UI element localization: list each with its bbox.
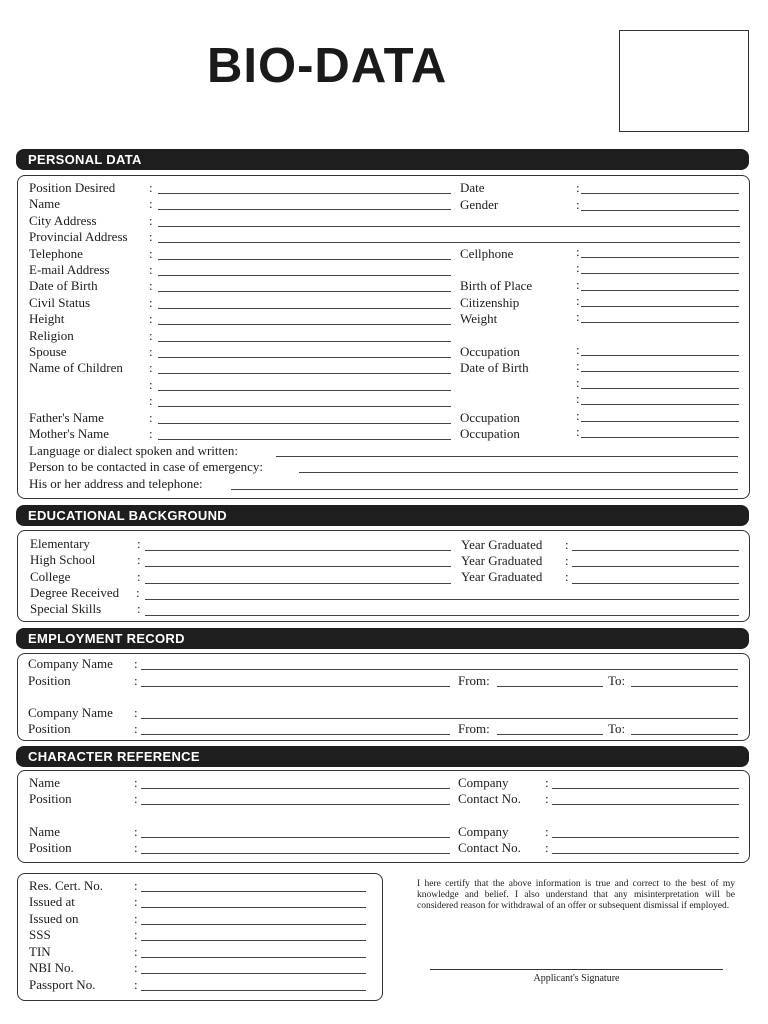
colon: :: [149, 328, 153, 343]
colon: :: [545, 824, 549, 839]
label-tin: TIN: [29, 944, 51, 959]
label-passport-no: Passport No.: [29, 977, 96, 992]
label-language: Language or dialect spoken and written:: [29, 443, 239, 458]
colon: :: [576, 293, 580, 308]
label-father-occupation: Occupation: [460, 410, 520, 425]
colon: :: [134, 911, 138, 926]
colon: :: [134, 944, 138, 959]
colon: :: [149, 393, 153, 408]
field-reference-contact-2[interactable]: [552, 853, 739, 854]
colon: :: [134, 673, 138, 688]
field-degree-received[interactable]: [145, 599, 739, 600]
colon: :: [149, 344, 153, 359]
colon: :: [134, 894, 138, 909]
field-year-graduated-college[interactable]: [572, 583, 739, 584]
colon: :: [134, 878, 138, 893]
colon: :: [576, 309, 580, 324]
label-year-graduated-high-school: Year Graduated: [461, 553, 543, 568]
colon: :: [134, 721, 138, 736]
label-emergency-address: His or her address and telephone:: [29, 476, 203, 491]
label-year-graduated-college: Year Graduated: [461, 569, 543, 584]
colon: :: [134, 960, 138, 975]
label-cellphone: Cellphone: [460, 246, 514, 261]
field-from-2[interactable]: [497, 734, 603, 735]
field-company-name-2[interactable]: [141, 718, 738, 719]
signature-line[interactable]: [430, 969, 723, 970]
field-child-birth-1[interactable]: [581, 371, 739, 372]
field-date-of-birth[interactable]: [158, 291, 451, 292]
colon: :: [137, 552, 141, 567]
field-telephone[interactable]: [158, 259, 451, 260]
colon: :: [149, 278, 153, 293]
section-header-personal-data: PERSONAL DATA: [16, 149, 749, 170]
section-header-educational-background: EDUCATIONAL BACKGROUND: [16, 505, 749, 526]
label-reference-company-1: Company: [458, 775, 509, 790]
label-issued-on: Issued on: [29, 911, 79, 926]
field-tin[interactable]: [141, 957, 366, 958]
label-reference-contact-2: Contact No.: [458, 840, 521, 855]
field-gender[interactable]: [581, 210, 739, 211]
field-nbi-no[interactable]: [141, 973, 366, 974]
field-mother-occupation[interactable]: [581, 437, 739, 438]
field-child-3[interactable]: [158, 406, 451, 407]
colon: :: [565, 569, 569, 584]
colon: :: [545, 775, 549, 790]
label-reference-name-2: Name: [29, 824, 61, 839]
field-language[interactable]: [276, 456, 738, 457]
field-reference-company-2[interactable]: [552, 837, 739, 838]
field-emergency-address[interactable]: [231, 489, 738, 490]
field-fathers-name[interactable]: [158, 423, 451, 424]
signature-label: Applicant's Signature: [533, 973, 620, 984]
field-citizenship[interactable]: [581, 306, 739, 307]
field-birth-place[interactable]: [581, 290, 739, 291]
field-religion[interactable]: [158, 341, 451, 342]
colon: :: [134, 705, 138, 720]
field-spouse-occupation[interactable]: [581, 355, 739, 356]
label-reference-name-1: Name: [29, 775, 61, 790]
colon: :: [149, 410, 153, 425]
colon: :: [137, 536, 141, 551]
colon: :: [149, 196, 153, 211]
section-header-employment-record: EMPLOYMENT RECORD: [16, 628, 749, 649]
colon: :: [576, 342, 580, 357]
label-provincial-address: Provincial Address: [29, 229, 128, 244]
label-sss: SSS: [29, 927, 51, 942]
field-sss[interactable]: [141, 940, 366, 941]
label-to-1: To:: [608, 673, 626, 688]
field-child-birth-2[interactable]: [581, 388, 739, 389]
colon: :: [545, 840, 549, 855]
colon: :: [576, 424, 580, 439]
photo-box: [619, 30, 749, 132]
field-cellphone-1[interactable]: [581, 257, 739, 258]
label-mother-occupation: Occupation: [460, 426, 520, 441]
label-children-date-of-birth: Date of Birth: [460, 360, 529, 375]
colon: :: [149, 262, 153, 277]
label-year-graduated-elementary: Year Graduated: [461, 537, 543, 552]
colon: :: [149, 311, 153, 326]
label-degree-received: Degree Received: [30, 585, 120, 600]
colon: :: [149, 229, 153, 244]
label-nbi-no: NBI No.: [29, 960, 74, 975]
label-spouse: Spouse: [29, 344, 67, 359]
field-year-graduated-high-school[interactable]: [572, 566, 739, 567]
field-to-1[interactable]: [631, 686, 738, 687]
label-date: Date: [460, 180, 485, 195]
label-company-name-2: Company Name: [28, 705, 113, 720]
label-name: Name: [29, 196, 61, 211]
field-res-cert-no[interactable]: [141, 891, 366, 892]
colon: :: [565, 537, 569, 552]
label-res-cert-no: Res. Cert. No.: [29, 878, 104, 893]
field-spouse[interactable]: [158, 357, 451, 358]
label-college: College: [30, 569, 71, 584]
label-reference-contact-1: Contact No.: [458, 791, 521, 806]
education-frame: [17, 530, 750, 622]
colon: :: [576, 408, 580, 423]
field-position-2[interactable]: [141, 734, 450, 735]
label-religion: Religion: [29, 328, 74, 343]
field-reference-name-2[interactable]: [141, 837, 450, 838]
label-reference-position-2: Position: [29, 840, 72, 855]
colon: :: [134, 977, 138, 992]
field-reference-company-1[interactable]: [552, 788, 739, 789]
certification-statement: I here certify that the above information is true and correct to the best of my knowledge and belief. I also understand that any misinterpretation will be considered reason for withdrawal of an offer or subsequent dismissal if employed.: [417, 879, 735, 911]
colon: :: [565, 553, 569, 568]
colon: :: [149, 360, 153, 375]
field-date[interactable]: [581, 193, 739, 194]
label-position-desired: Position Desired: [29, 180, 116, 195]
field-provincial-address[interactable]: [158, 242, 740, 243]
colon: :: [134, 824, 138, 839]
page-title: BIO-DATA: [207, 39, 448, 93]
label-emergency-contact: Person to be contacted in case of emergency:: [29, 459, 264, 474]
colon: :: [149, 213, 153, 228]
field-from-1[interactable]: [497, 686, 603, 687]
colon: :: [134, 775, 138, 790]
label-special-skills: Special Skills: [30, 601, 102, 616]
field-height[interactable]: [158, 324, 451, 325]
label-civil-status: Civil Status: [29, 295, 91, 310]
colon: :: [576, 391, 580, 406]
field-reference-contact-1[interactable]: [552, 804, 739, 805]
field-year-graduated-elementary[interactable]: [572, 550, 739, 551]
field-father-occupation[interactable]: [581, 421, 739, 422]
label-mothers-name: Mother's Name: [29, 426, 109, 441]
colon: :: [149, 426, 153, 441]
field-college[interactable]: [145, 583, 451, 584]
field-issued-on[interactable]: [141, 924, 366, 925]
colon: :: [134, 927, 138, 942]
field-reference-position-2[interactable]: [141, 853, 450, 854]
field-cellphone-2[interactable]: [581, 273, 739, 274]
label-gender: Gender: [460, 197, 499, 212]
colon: :: [134, 656, 138, 671]
colon: :: [134, 840, 138, 855]
field-emergency-contact[interactable]: [299, 472, 738, 473]
field-reference-position-1[interactable]: [141, 804, 450, 805]
label-reference-position-1: Position: [29, 791, 72, 806]
reference-frame: [17, 770, 750, 863]
field-high-school[interactable]: [145, 566, 451, 567]
label-to-2: To:: [608, 721, 626, 736]
field-elementary[interactable]: [145, 550, 451, 551]
colon: :: [576, 260, 580, 275]
field-child-1[interactable]: [158, 373, 451, 374]
label-reference-company-2: Company: [458, 824, 509, 839]
field-passport-no[interactable]: [141, 990, 366, 991]
label-spouse-occupation: Occupation: [460, 344, 520, 359]
colon: :: [149, 295, 153, 310]
field-special-skills[interactable]: [145, 615, 739, 616]
colon: :: [136, 585, 140, 600]
label-email: E-mail Address: [29, 262, 110, 277]
colon: :: [137, 601, 141, 616]
field-civil-status[interactable]: [158, 308, 451, 309]
label-elementary: Elementary: [30, 536, 90, 551]
colon: :: [576, 180, 580, 195]
section-header-character-reference: CHARACTER REFERENCE: [16, 746, 749, 767]
colon: :: [576, 277, 580, 292]
colon: :: [149, 180, 153, 195]
label-from-1: From:: [458, 673, 490, 688]
colon: :: [545, 791, 549, 806]
field-child-2[interactable]: [158, 390, 451, 391]
field-to-2[interactable]: [631, 734, 738, 735]
label-fathers-name: Father's Name: [29, 410, 104, 425]
field-position-desired[interactable]: [158, 193, 451, 194]
label-name-of-children: Name of Children: [29, 360, 123, 375]
field-child-birth-3[interactable]: [581, 404, 739, 405]
label-birth-place: Birth of Place: [460, 278, 533, 293]
field-company-name-1[interactable]: [141, 669, 738, 670]
label-issued-at: Issued at: [29, 894, 75, 909]
label-high-school: High School: [30, 552, 96, 567]
label-citizenship: Citizenship: [460, 295, 520, 310]
label-weight: Weight: [460, 311, 498, 326]
label-position-2: Position: [28, 721, 71, 736]
colon: :: [134, 791, 138, 806]
field-issued-at[interactable]: [141, 907, 366, 908]
label-height: Height: [29, 311, 65, 326]
label-position-1: Position: [28, 673, 71, 688]
field-city-address[interactable]: [158, 226, 740, 227]
label-telephone: Telephone: [29, 246, 83, 261]
field-weight[interactable]: [581, 322, 739, 323]
colon: :: [149, 246, 153, 261]
field-mothers-name[interactable]: [158, 439, 451, 440]
colon: :: [576, 197, 580, 212]
employment-frame: [17, 653, 750, 741]
label-date-of-birth: Date of Birth: [29, 278, 98, 293]
field-reference-name-1[interactable]: [141, 788, 450, 789]
field-email[interactable]: [158, 275, 451, 276]
label-from-2: From:: [458, 721, 490, 736]
field-position-1[interactable]: [141, 686, 450, 687]
colon: :: [149, 377, 153, 392]
label-company-name-1: Company Name: [28, 656, 113, 671]
field-name[interactable]: [158, 209, 451, 210]
colon: :: [576, 358, 580, 373]
colon: :: [137, 569, 141, 584]
colon: :: [576, 244, 580, 259]
colon: :: [576, 375, 580, 390]
label-city-address: City Address: [29, 213, 97, 228]
